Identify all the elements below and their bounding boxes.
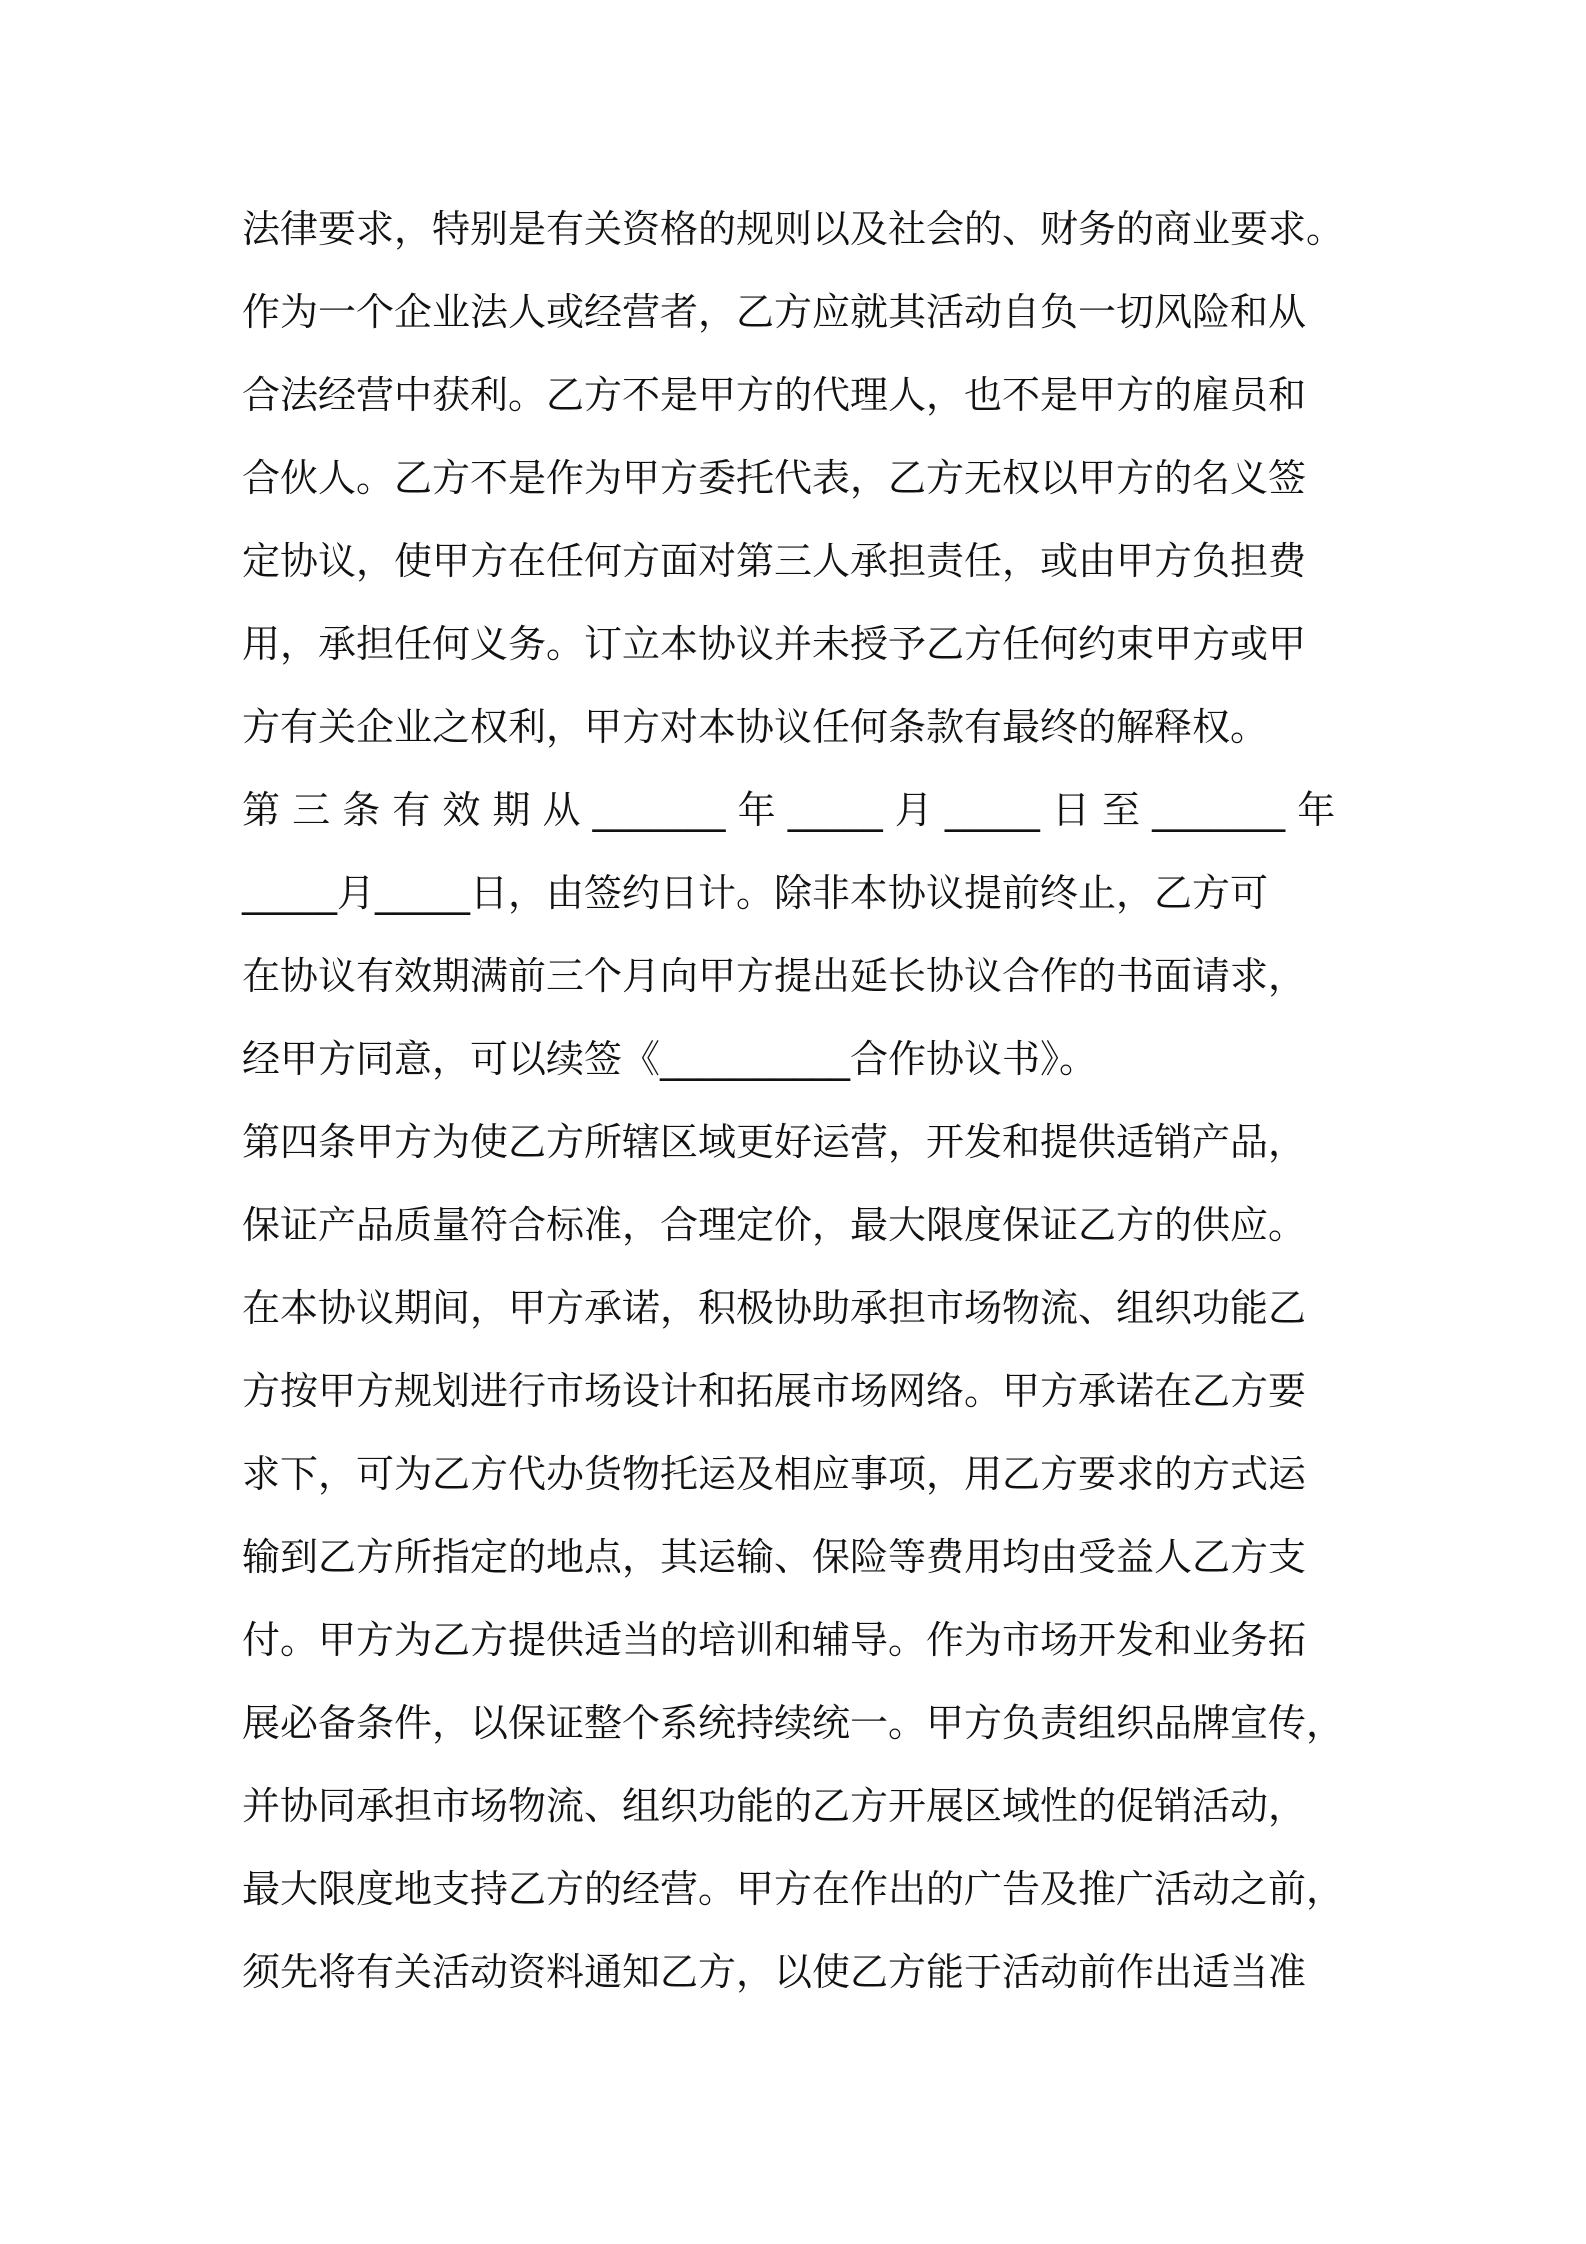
text-line: 输到乙方所指定的地点，其运输、保险等费用均由受益人乙方支 (242, 1535, 1307, 1579)
text-line: 用，承担任何义务。订立本协议并未授予乙方任何约束甲方或甲 (242, 622, 1307, 666)
text-line: 经甲方同意，可以续签《__________合作协议书》。 (242, 1037, 1098, 1081)
text-line: 方有关企业之权利，甲方对本协议任何条款有最终的解释权。 (242, 705, 1269, 749)
text-line: _____月_____日，由签约日计。除非本协议提前终止，乙方可 (242, 871, 1269, 915)
text-line: 并协同承担市场物流、组织功能的乙方开展区域性的促销活动， (242, 1784, 1307, 1828)
text-line: 求下，可为乙方代办货物托运及相应事项，用乙方要求的方式运 (242, 1452, 1307, 1496)
text-line: 最大限度地支持乙方的经营。甲方在作出的广告及推广活动之前， (242, 1867, 1345, 1911)
text-line: 在协议有效期满前三个月向甲方提出延长协议合作的书面请求， (242, 954, 1307, 998)
article-3-heading-line: 第 三 条 有 效 期 从 _______ 年 _____ 月 _____ 日 至 _______ 年 (242, 788, 1336, 832)
text-line: 作为一个企业法人或经营者，乙方应就其活动自负一切风险和从 (242, 290, 1307, 334)
text-line: 在本协议期间，甲方承诺，积极协助承担市场物流、组织功能乙 (242, 1286, 1307, 1330)
text-line: 须先将有关活动资料通知乙方，以使乙方能于活动前作出适当准 (242, 1950, 1307, 1994)
text-line: 法律要求，特别是有关资格的规则以及社会的、财务的商业要求。 (242, 207, 1345, 251)
text-line: 合伙人。乙方不是作为甲方委托代表，乙方无权以甲方的名义签 (242, 456, 1307, 500)
document-body (242, 188, 1352, 2014)
text-line: 保证产品质量符合标准，合理定价，最大限度保证乙方的供应。 (242, 1203, 1307, 1247)
text-line: 合法经营中获利。乙方不是甲方的代理人，也不是甲方的雇员和 (242, 373, 1307, 417)
article-4-heading-line: 第四条甲方为使乙方所辖区域更好运营，开发和提供适销产品， (242, 1120, 1307, 1164)
text-line: 付。甲方为乙方提供适当的培训和辅导。作为市场开发和业务拓 (242, 1618, 1307, 1662)
text-line: 展必备条件，以保证整个系统持续统一。甲方负责组织品牌宣传， (242, 1701, 1345, 1745)
text-line: 定协议，使甲方在任何方面对第三人承担责任，或由甲方负担费 (242, 539, 1307, 583)
text-line: 方按甲方规划进行市场设计和拓展市场网络。甲方承诺在乙方要 (242, 1369, 1307, 1413)
